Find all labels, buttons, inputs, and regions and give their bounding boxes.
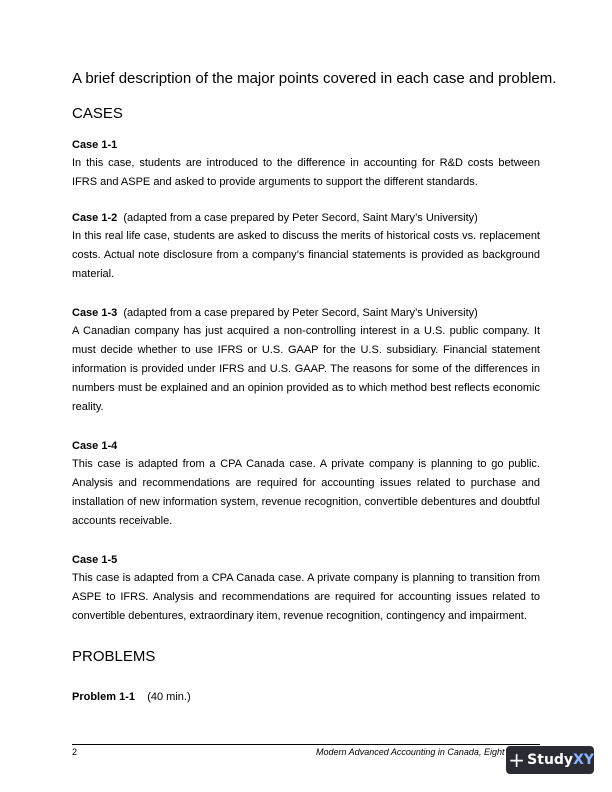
brand-name xyxy=(527,752,594,768)
case-block xyxy=(72,136,540,192)
problem-block xyxy=(72,688,540,706)
problem-heading xyxy=(72,688,540,706)
case-heading xyxy=(72,304,540,322)
case-description: This case is adapted from a CPA Canada case. A private company is planning to go public. Analysis and recommendations are required for accounting issues related to purchase and installation of new information system, revenue recognition, convertible debentures and doubtful accounts receivable. xyxy=(72,458,540,527)
intro-heading: A brief description of the major points covered in each case and problem. xyxy=(72,70,557,87)
case-description: In this case, students are introduced to the difference in accounting for R&D costs between IFRS and ASPE and asked to provide arguments to support the different standards. xyxy=(72,157,540,188)
page-number: 2 xyxy=(72,747,78,757)
case-label: Case 1-3 xyxy=(72,307,118,319)
problem-note: (40 min.) xyxy=(147,691,191,703)
case-label: Case 1-1 xyxy=(72,139,118,151)
case-heading xyxy=(72,209,540,227)
problems-section-title: PROBLEMS xyxy=(72,648,156,665)
case-label: Case 1-4 xyxy=(72,440,118,452)
case-block xyxy=(72,551,540,626)
brand-main: Study xyxy=(527,752,574,768)
footer-divider xyxy=(72,744,540,745)
problem-label: Problem 1-1 xyxy=(72,691,135,703)
case-heading xyxy=(72,437,540,455)
case-block xyxy=(72,437,540,531)
case-description: This case is adapted from a CPA Canada case. A private company is planning to transition from ASPE to IFRS. Analysis and recommendations are required for accounting issues related to convertible debentures, extraordinary item, revenue recognition, contingency and impairment. xyxy=(72,572,540,622)
book-title: Modern Advanced Accounting in Canada, Eight xyxy=(316,747,505,757)
case-label: Case 1-2 xyxy=(72,212,118,224)
case-block xyxy=(72,209,540,284)
plus-icon: + xyxy=(508,748,525,772)
case-note: (adapted from a case prepared by Peter Secord, Saint Mary’s University) xyxy=(123,212,478,224)
case-note: (adapted from a case prepared by Peter Secord, Saint Mary’s University) xyxy=(123,307,478,319)
case-heading xyxy=(72,551,540,569)
case-block xyxy=(72,304,540,417)
case-description: A Canadian company has just acquired a non-controlling interest in a U.S. public company. It must decide whether to use IFRS or U.S. GAAP for the U.S. subsidiary. Financial statement information is provided under IFRS and U.S. GAAP. The reasons for some of the differences in numbers must be explained and an opinion provided as to which method best reflects economic reality. xyxy=(72,325,540,413)
case-label: Case 1-5 xyxy=(72,554,118,566)
studyxy-badge[interactable] xyxy=(506,746,594,774)
brand-accent: XY xyxy=(573,752,594,768)
case-heading xyxy=(72,136,540,154)
cases-section-title: CASES xyxy=(72,105,123,122)
case-description: In this real life case, students are asked to discuss the merits of historical costs vs. replacement costs. Actual note disclosure from a company’s financial statements is provided as background material. xyxy=(72,230,540,280)
